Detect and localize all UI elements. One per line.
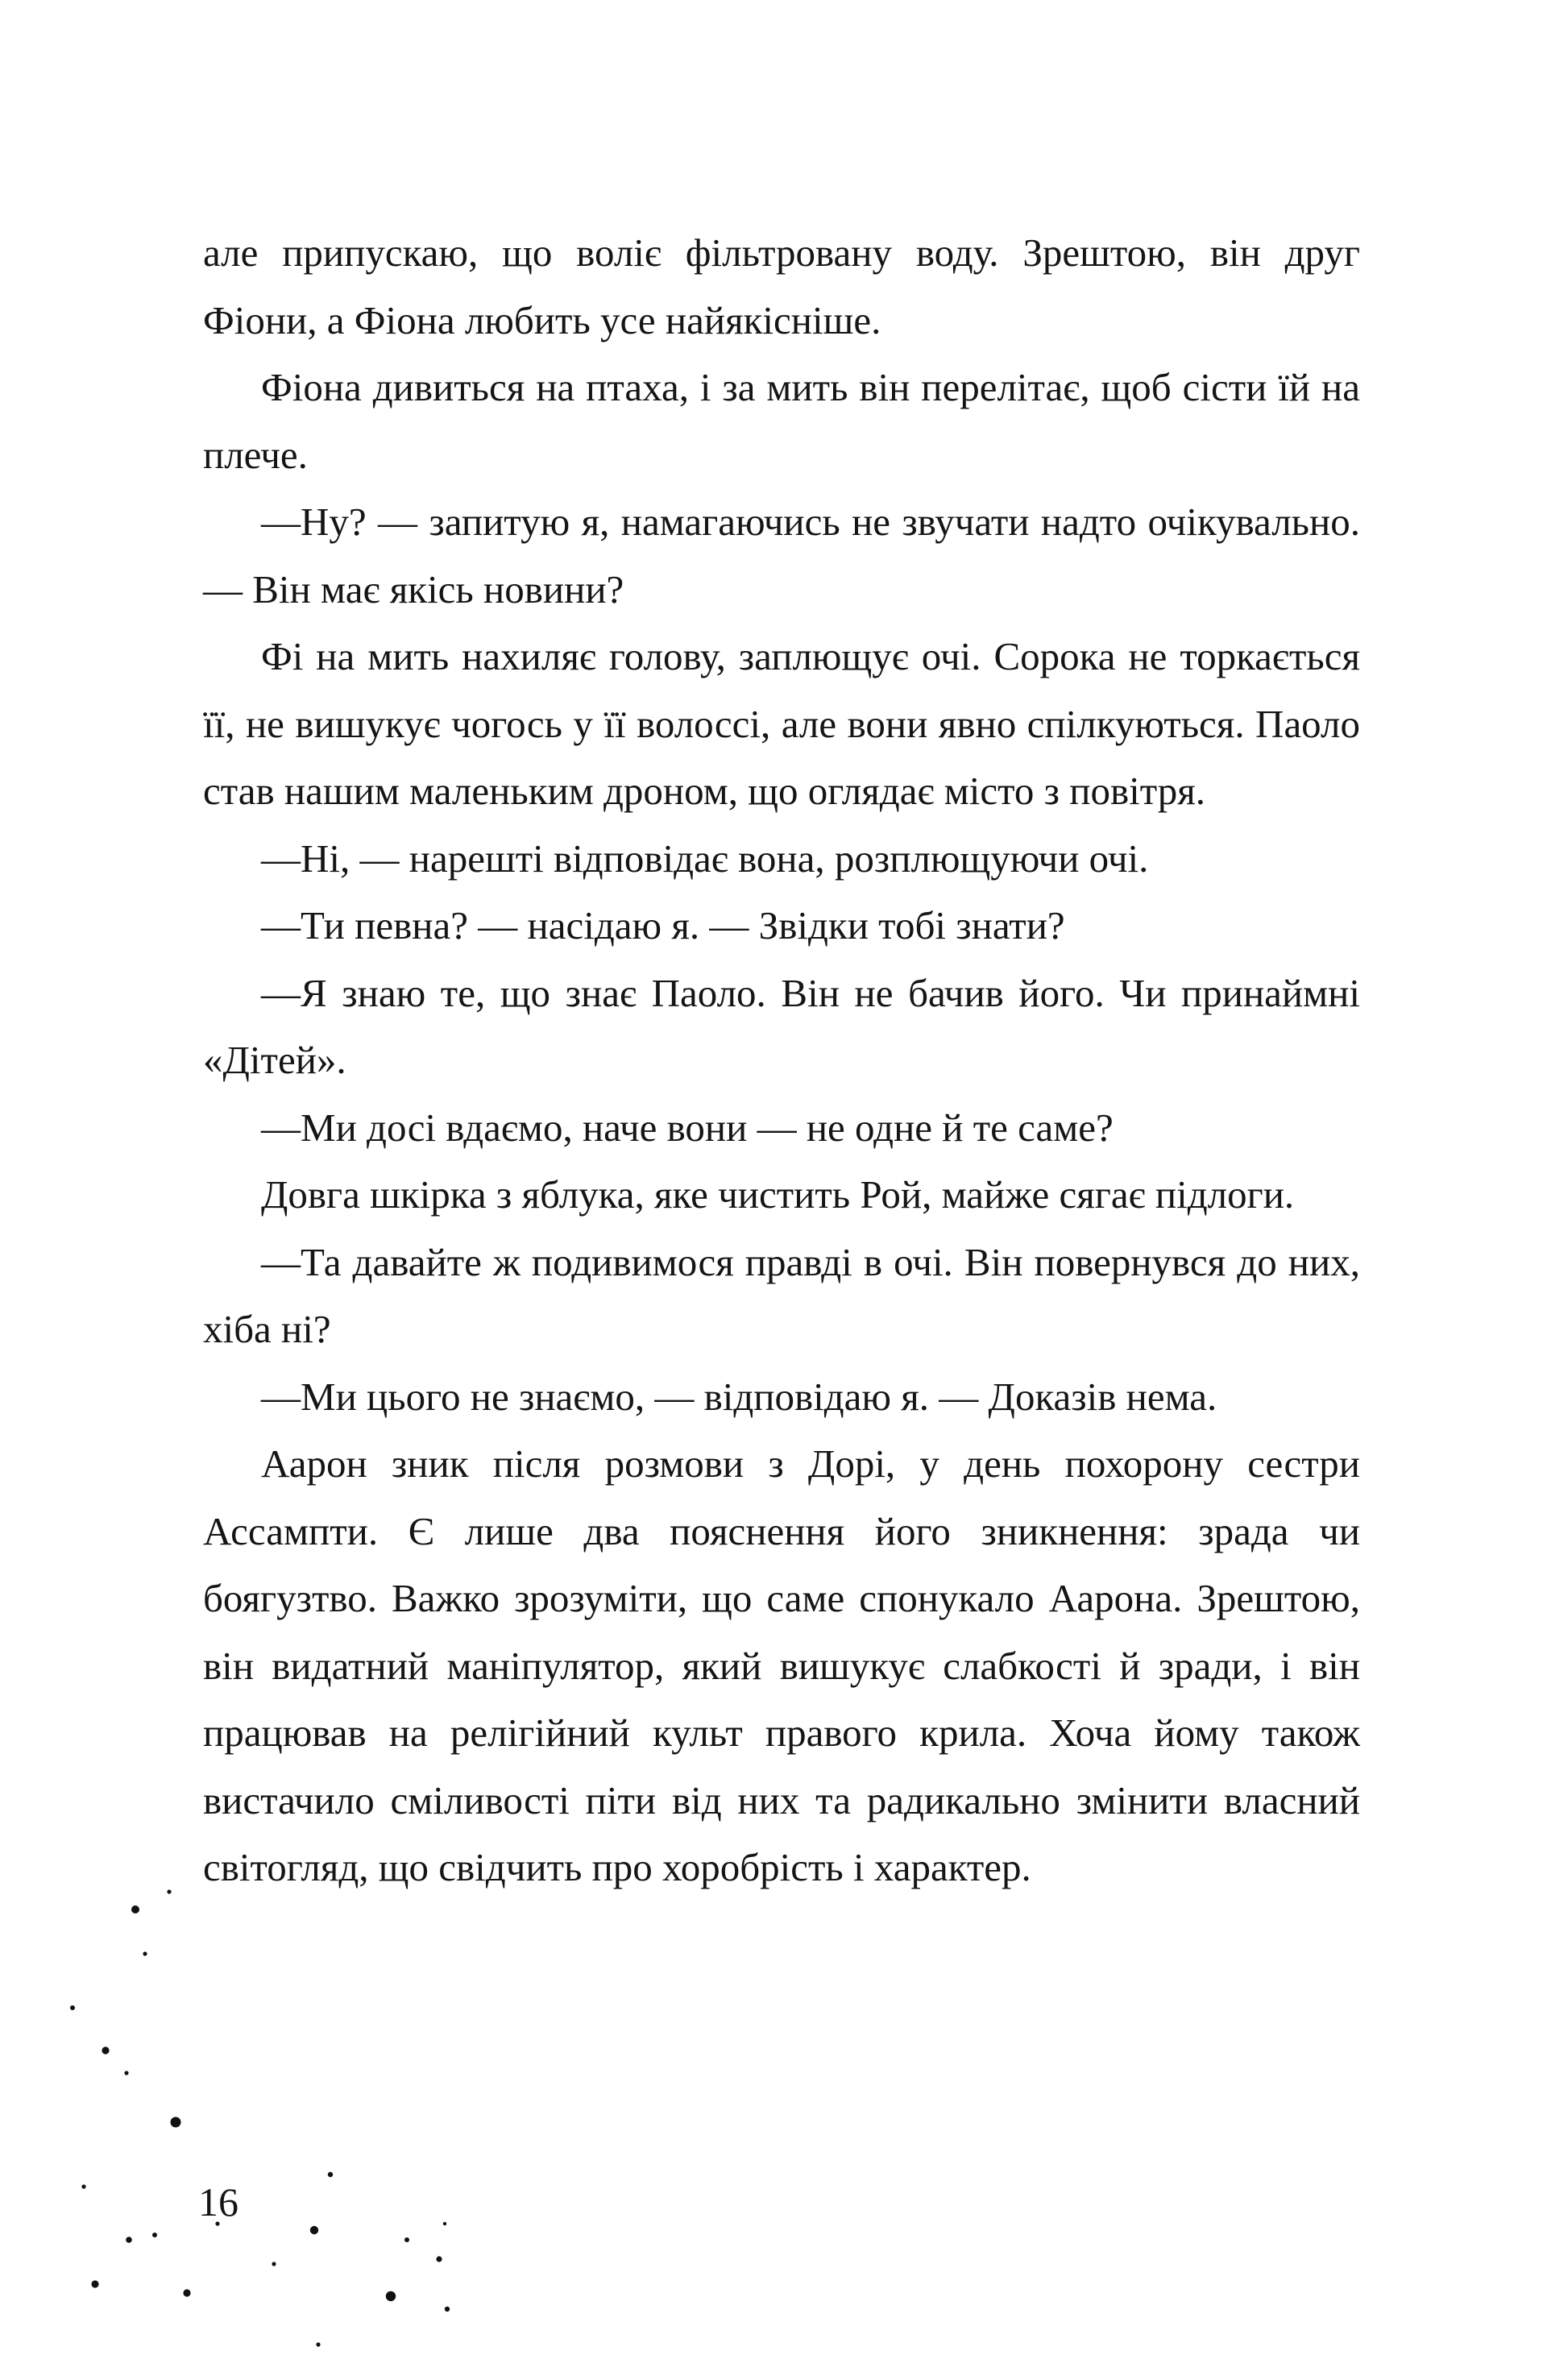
decorative-star-dots	[0, 1466, 564, 2380]
page-number: 16	[198, 2179, 238, 2225]
dialogue-line: —Я знаю те, що знає Паоло. Він не бачив його. Чи принаймні «Дітей».	[203, 970, 1360, 1082]
paragraph: Фі на мить нахиляє голову, заплющує очі. Сорока не торкається її, не вишукує чогось у її волоссі, але вони явно спілкуються. Паоло став нашим маленьким дроном, що оглядає місто з повітря.	[203, 634, 1360, 813]
paragraph: Аарон зник після розмови з Дорі, у день похорону сестри Ассампти. Є лише два пояснення його зникнення: зрада чи боягузтво. Важко зрозуміти, що саме спонукало Аарона. Зрештою, він видатний маніпулятор, який вишукує слабкості й зради, і він працював на релігійний культ правого крила. Хоча йому також вистачило сміливості піти від них та радикально змінити власний світогляд, що свідчить про хоробрість і характер.	[203, 1441, 1360, 1889]
paragraph-continued: але припускаю, що воліє фільтровану воду. Зрештою, він друг Фіони, а Фіона любить усе найякісніше.	[203, 230, 1360, 342]
dialogue-line: —Ну? — запитую я, намагаючись не звучати надто очікувально. — Він має якісь новини?	[203, 500, 1360, 612]
paragraph: Фіона дивиться на птаха, і за мить він перелітає, щоб сісти їй на плече.	[203, 365, 1360, 477]
paragraph: Довга шкірка з яблука, яке чистить Рой, майже сягає підлоги.	[261, 1172, 1295, 1217]
dialogue-line: —Ми досі вдаємо, наче вони — не одне й те саме?	[261, 1105, 1114, 1150]
dialogue-line: —Ми цього не знаємо, — відповідаю я. — Доказів нема.	[261, 1374, 1217, 1419]
dialogue-line: —Ні, — нарешті відповідає вона, розплющуючи очі.	[261, 835, 1149, 881]
dialogue-line: —Ти певна? — насідаю я. — Звідки тобі знати?	[261, 903, 1065, 947]
dialogue-line: —Та давайте ж подивимося правді в очі. Він повернувся до них, хіба ні?	[203, 1239, 1360, 1351]
